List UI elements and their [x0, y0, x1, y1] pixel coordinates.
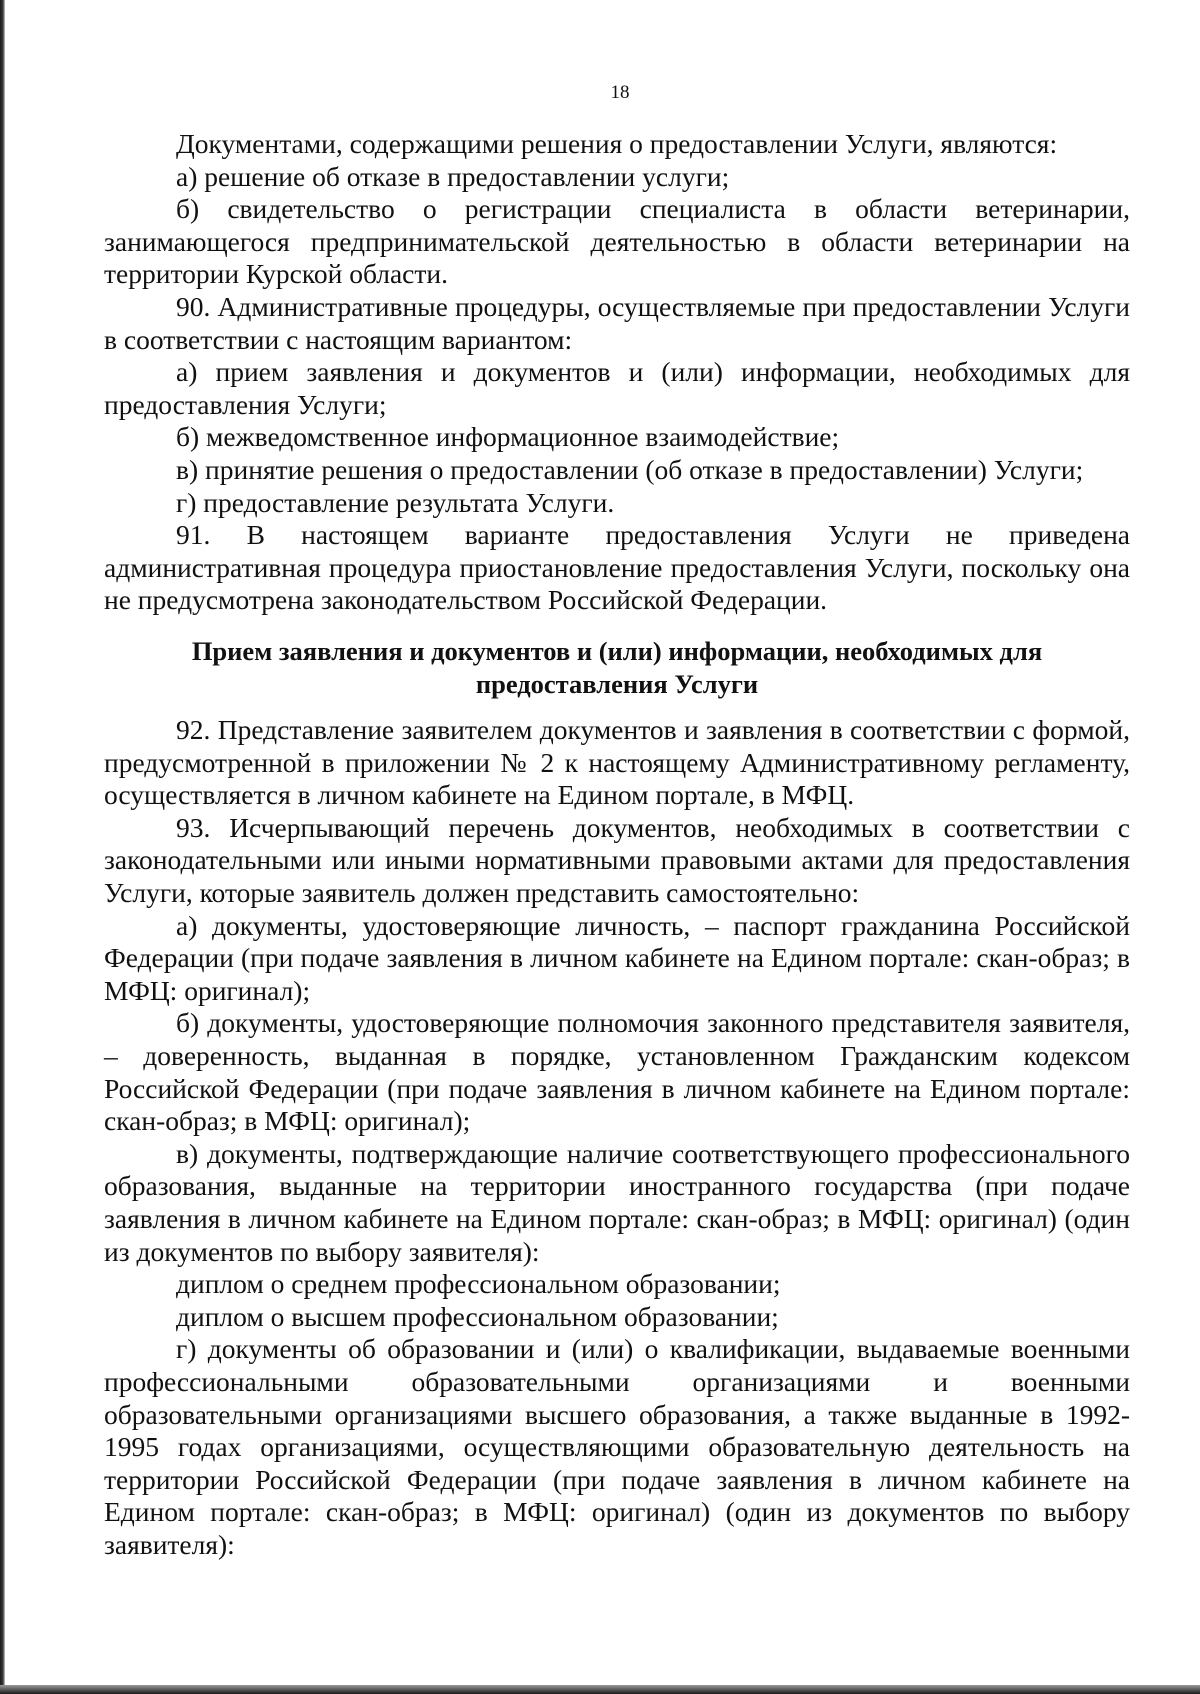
paragraph: 91. В настоящем варианте предоставления Услуги не приведена административная процедура приостановление предоставления Услуги, поскольку она не предусмотрена законодательством Российской Федерации. [104, 519, 1130, 616]
section-heading [104, 635, 1130, 700]
paragraph: Документами, содержащими решения о предоставлении Услуги, являются: [176, 128, 1058, 159]
paragraph: б) документы, удостоверяющие полномочия законного представителя заявителя, – доверенность, выданная в порядке, установленном Гражданским кодексом Российской Федерации (при подаче заявления в личном кабинете на Едином портале: скан-образ; в МФЦ: оригинал); [104, 1007, 1130, 1137]
document-body [104, 128, 1130, 1562]
paragraph: а) документы, удостоверяющие личность, – паспорт гражданина Российской Федерации (при подаче заявления в личном кабинете на Едином портале: скан-образ; в МФЦ: оригинал); [104, 909, 1130, 1006]
paragraph: б) свидетельство о регистрации специалиста в области ветеринарии, занимающегося предпринимательской деятельностью в области ветеринарии на территории Курской области. [104, 193, 1130, 290]
paragraph: диплом о среднем профессиональном образовании; [176, 1268, 781, 1300]
paragraph: а) прием заявления и документов и (или) информации, необходимых для предоставления Услуги; [104, 356, 1130, 420]
paragraph: г) предоставление результата Услуги. [176, 486, 615, 518]
paragraph: в) принятие решения о предоставлении (об отказе в предоставлении) Услуги; [176, 453, 1084, 485]
section-heading-line: Прием заявления и документов и (или) информации, необходимых для [191, 635, 1043, 666]
scan-left-edge [0, 0, 5, 1694]
page-number: 18 [610, 82, 630, 103]
paragraph: а) решение об отказе в предоставлении услуги; [176, 160, 730, 192]
paragraph: 92. Представление заявителем документов и заявления в соответствии с формой, предусмотренной в приложении № 2 к настоящему Административному регламенту, осуществляется в личном кабинете на Едином портале, в МФЦ. [104, 714, 1130, 811]
scan-bottom-edge [0, 1685, 1200, 1694]
paragraph: б) межведомственное информационное взаимодействие; [176, 421, 840, 453]
paragraph: диплом о высшем профессиональном образовании; [176, 1300, 779, 1332]
paragraph: 93. Исчерпывающий перечень документов, необходимых в соответствии с законодательными или иными нормативными правовыми актами для предоставления Услуги, которые заявитель должен представить самостоятельно: [104, 811, 1130, 909]
paragraph: 90. Административные процедуры, осуществляемые при предоставлении Услуги в соответствии с настоящим вариантом: [104, 290, 1130, 355]
paragraph: г) документы об образовании и (или) о квалификации, выдаваемые военными профессиональными образовательными организациями и военными образовательными организациями высшего образования, а также выданные в 1992-1995 годах организациями, осуществляющими образовательную деятельность на территории Российской Федерации (при подаче заявления в личном кабинете на Едином портале: скан-образ; в МФЦ: оригинал) (один из документов по выбору заявителя): [104, 1333, 1130, 1560]
section-heading-line: предоставления Услуги [475, 668, 759, 699]
paragraph: в) документы, подтверждающие наличие соответствующего профессионального образования, выданные на территории иностранного государства (при подаче заявления в личном кабинете на Едином портале: скан-образ; в МФЦ: оригинал) (один из документов по выбору заявителя): [104, 1137, 1130, 1267]
